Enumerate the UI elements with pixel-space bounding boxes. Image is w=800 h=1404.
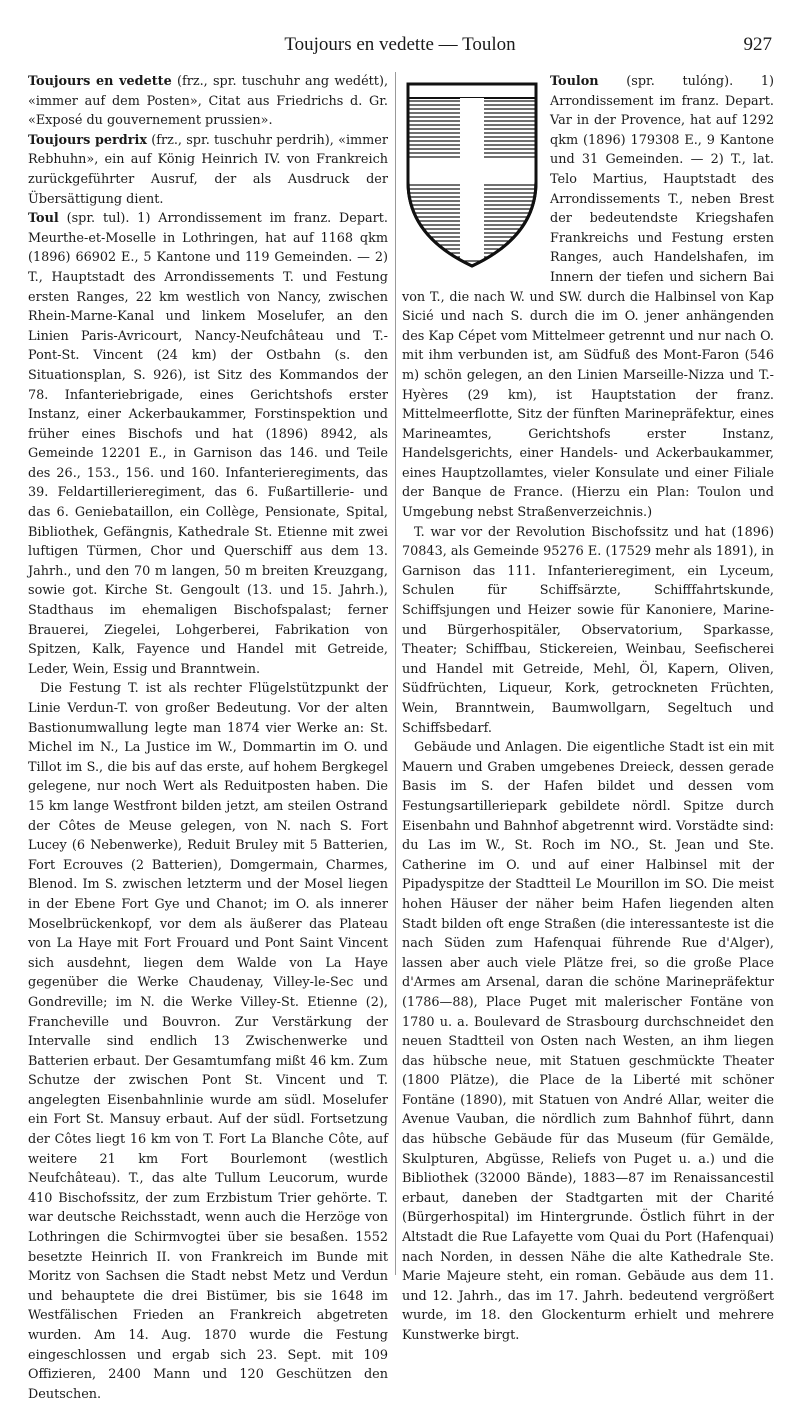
page-header bbox=[28, 34, 772, 56]
entry-headword: Toul bbox=[28, 211, 59, 227]
entry-toujours-en-vedette bbox=[28, 72, 388, 131]
entry-toulon bbox=[402, 72, 774, 523]
entry-headword: Toulon bbox=[550, 74, 599, 89]
left-column bbox=[28, 72, 389, 1402]
entry-text: (spr. tul). 1) Arrondissement im franz. Depart. Meurthe-et-Moselle in Lothringen, hat auf 1168 qkm (1896) 66902 E., 5 Kantone und 119 Gemeinden. — 2) T., Hauptstadt des Arrondissements T. und Festung ersten Ranges, 22 km westlich von Nancy, zwischen Rhein-Marne-Kanal und linkem Moselufer, an den Linien Paris-Avricourt, Nancy-Neufchâteau und T.-Pont-St. Vincent (24 km) der Ostbahn (s. den Situationsplan, S. 926), ist Sitz des Kommandos der 78. Infanteriebrigade, eines Gerichtshofs erster Instanz, einer Ackerbaukammer, Forstinspektion und früher eines Bischofs und hat (1896) 8942, als Gemeinde 12201 E., in Garnison das 146. und Teile des 26., 153., 156. und 160. Infanterieregiments, das 39. Feldartillerieregiment, das 6. Fußartillerie- und das 6. Geniebataillon, ein Collège, Pensionate, Spital, Bibliothek, Gefängnis, Kathedrale St. Etienne mit zwei luftigen Türmen, Chor und Querschiff aus dem 13. Jahrh., und den 70 m langen, 50 m breiten Kreuzgang, sowie got. Kirche St. Gengoult (13. und 15. Jahrh.), Stadthaus im ehemaligen Bischofspalast; ferner Brauerei, Ziegelei, Lohgerberei, Fabrikation von Spitzen, Kalk, Fayence und Handel mit Getreide, Leder, Wein, Essig und Branntwein. bbox=[28, 211, 388, 677]
entry-toul bbox=[28, 209, 388, 679]
entry-text: (frz., spr. tuschuhr ang wedétt), «immer auf dem Posten», Citat aus Friedrichs d. Gr. «Exposé du gouvernement prussien». bbox=[28, 74, 389, 129]
entry-paragraph: Die Festung T. ist als rechter Flügelstützpunkt der Linie Verdun-T. von großer Bedeutung. Vor der alten Bastionumwallung legte man 1874 vier Werke an: St. Michel im N., La Justice im W., Dommartin im O. und Tillot im S., die bis auf das erste, auf hohem Bergkegel gelegene, nur noch Wert als Reduitposten haben. Die 15 km lange Westfront bilden jetzt, am steilen Ostrand der Côtes de Meuse gelegen, von N. nach S. Fort Lucey (6 Nebenwerke), Reduit Bruley mit 5 Batterien, Fort Ecrouves (2 Batterien), Domgermain, Charmes, Blenod. Im S. zwischen letzterm und der Mosel liegen in der Ebene Fort Gye und Chanot; im O. als innerer Moselbrückenkopf, vor dem als äußerer das Plateau von La Haye mit Fort Frouard und Pont Saint Vincent sich ausdehnt, liegen dem Walde von La Haye gegenüber die Werke Chaudenay, Villey-le-Sec und Gondreville; im N. die Werke Villey-St. Etienne (2), Francheville und Bouvron. Zur Verstärkung der Intervalle sind endlich 13 Zwischenwerke und Batterien erbaut. Der Gesamtumfang mißt 46 km. Zum Schutze der zwischen Pont St. Vincent und T. angelegten Eisenbahnlinie wurde am südl. Moselufer ein Fort St. Mansuy erbaut. Auf der südl. Fortsetzung der Côtes liegt 16 km von T. Fort La Blanche Côte, auf weitere 21 km Fort Bourlemont (westlich Neufchâteau). T., das alte Tullum Leucorum, wurde 410 Bischofssitz, der zum Erzbistum Trier gehörte. T. war deutsche Reichsstadt, wenn auch die Herzöge von Lothringen die Schirmvogtei über sie besaßen. 1552 besetzte Heinrich II. von Frankreich im Bunde mit Moritz von Sachsen die Stadt nebst Metz und Verdun und behauptete die drei Bistümer, bis sie 1648 im Westfälischen Frieden an Frankreich abgetreten wurden. Am 14. Aug. 1870 wurde die Festung eingeschlossen und ergab sich 23. Sept. mit 109 Offizieren, 2400 Mann und 120 Geschützen den Deutschen. bbox=[28, 681, 388, 1402]
running-title: Toujours en vedette — Toulon bbox=[284, 34, 516, 55]
entry-toujours-perdrix bbox=[28, 131, 388, 209]
toulon-coat-of-arms-icon bbox=[402, 76, 542, 272]
entry-headword: Toujours en vedette bbox=[28, 74, 172, 89]
entry-text: (spr. tulóng). 1) Arrondissement im franz. Depart. Var in der Provence, hat auf 1292 qkm (1896) 179308 E., 9 Kantone und 31 Gemeinden. — 2) T., lat. Telo Martius, Hauptstadt des Arrondissements T., neben Brest der bedeutendste Kriegshafen Frankreichs und Festung ersten Ranges, auch Handelshafen, im Innern der tiefen und sichern Bai von T., die nach W. und SW. durch die Halbinsel von Kap Sicié und nach S. durch die im O. jener anhängenden des Kap Cépet vom Mittelmeer getrennt und nur nach O. mit ihm verbunden ist, am Südfuß des Mont-Faron (546 m) schön gelegen, an den Linien Marseille-Nizza und T.-Hyères (29 km), ist Hauptstation der franz. Mittelmeerflotte, Sitz der fünften Marinepräfektur, eines Marineamtes, Gerichtshofs erster Instanz, Handelsgerichts, einer Handels- und Ackerbaukammer, eines Hauptzollamtes, vieler Konsulate und einer Filiale der Banque de France. (Hierzu ein Plan: Toulon und Umgebung nebst Straßenverzeichnis.) bbox=[402, 74, 774, 521]
column-divider bbox=[395, 72, 396, 1275]
right-column bbox=[402, 72, 774, 1343]
entry-text: (frz., spr. tuschuhr perdrih), «immer Rebhuhn», ein auf König Heinrich IV. von Frankreich zurückgeführter Ausruf, der als Ausdruck der Übersättigung dient. bbox=[28, 132, 389, 207]
page-number: 927 bbox=[743, 34, 772, 55]
entry-paragraph: Gebäude und Anlagen. Die eigentliche Stadt ist ein mit Mauern und Graben umgebenes Dreieck, dessen gerade Basis im S. der Hafen bildet und dessen vom Festungsartilleriepark gebildete nördl. Spitze durch Eisenbahn und Bahnhof abgetrennt wird. Vorstädte sind: du Las im W., St. Roch im NO., St. Jean und Ste. Catherine im O. und auf einer Halbinsel mit der Pipadyspitze der Stadtteil Le Mourillon im SO. Die meist hohen Häuser der näher beim Hafen liegenden alten Stadt bilden oft enge Straßen (die interessanteste ist die nach Süden zum Hafenquai führende Rue d'Alger), lassen aber auch viele Plätze frei, so die große Place d'Armes am Arsenal, daran die schöne Marinepräfektur (1786—88), Place Puget mit malerischer Fontäne von 1780 u. a. Boulevard de Strasbourg durchschneidet den neuen Stadtteil von Osten nach Westen, an ihm liegen das hübsche neue, mit Statuen geschmückte Theater (1800 Plätze), die Place de la Liberté mit schöner Fontäne (1890), mit Statuen von André Allar, weiter die Avenue Vauban, die nördlich zum Bahnhof führt, dann das hübsche Gebäude für das Museum (für Gemälde, Skulpturen, Abgüsse, Reliefs von Puget u. a.) und die Bibliothek (32000 Bände), 1883—87 im Renaissancestil erbaut, daneben der Stadtgarten mit der Charité (Bürgerhospital) im Hintergrunde. Östlich führt in der Altstadt die Rue Lafayette vom Quai du Port (Hafenquai) nach Norden, in dessen Nähe die alte Kathedrale Ste. Marie Majeure steht, ein roman. Gebäude aus dem 11. und 12. Jahrh., das im 17. Jahrh. bedeutend vergrößert wurde, im 18. den Glockenturm erhielt und mehrere Kunstwerke birgt. bbox=[402, 740, 774, 1343]
entry-headword: Toujours perdrix bbox=[28, 132, 147, 148]
entry-paragraph: T. war vor der Revolution Bischofssitz und hat (1896) 70843, als Gemeinde 95276 E. (17529 mehr als 1891), in Garnison das 111. Infanterieregiment, ein Lyceum, Schulen für Schiffsärzte, Schifffahrtskunde, Schiffsjungen und Heizer sowie für Kanoniere, Marine- und Bürgerhospitäler, Observatorium, Sparkasse, Theater; Schiffbau, Stickereien, Weinbau, Seefischerei und Handel mit Getreide, Mehl, Öl, Kapern, Oliven, Südfrüchten, Liqueur, Kork, getrockneten Früchten, Wein, Branntwein, Baumwollgarn, Segeltuch und Schiffsbedarf. bbox=[402, 524, 774, 736]
